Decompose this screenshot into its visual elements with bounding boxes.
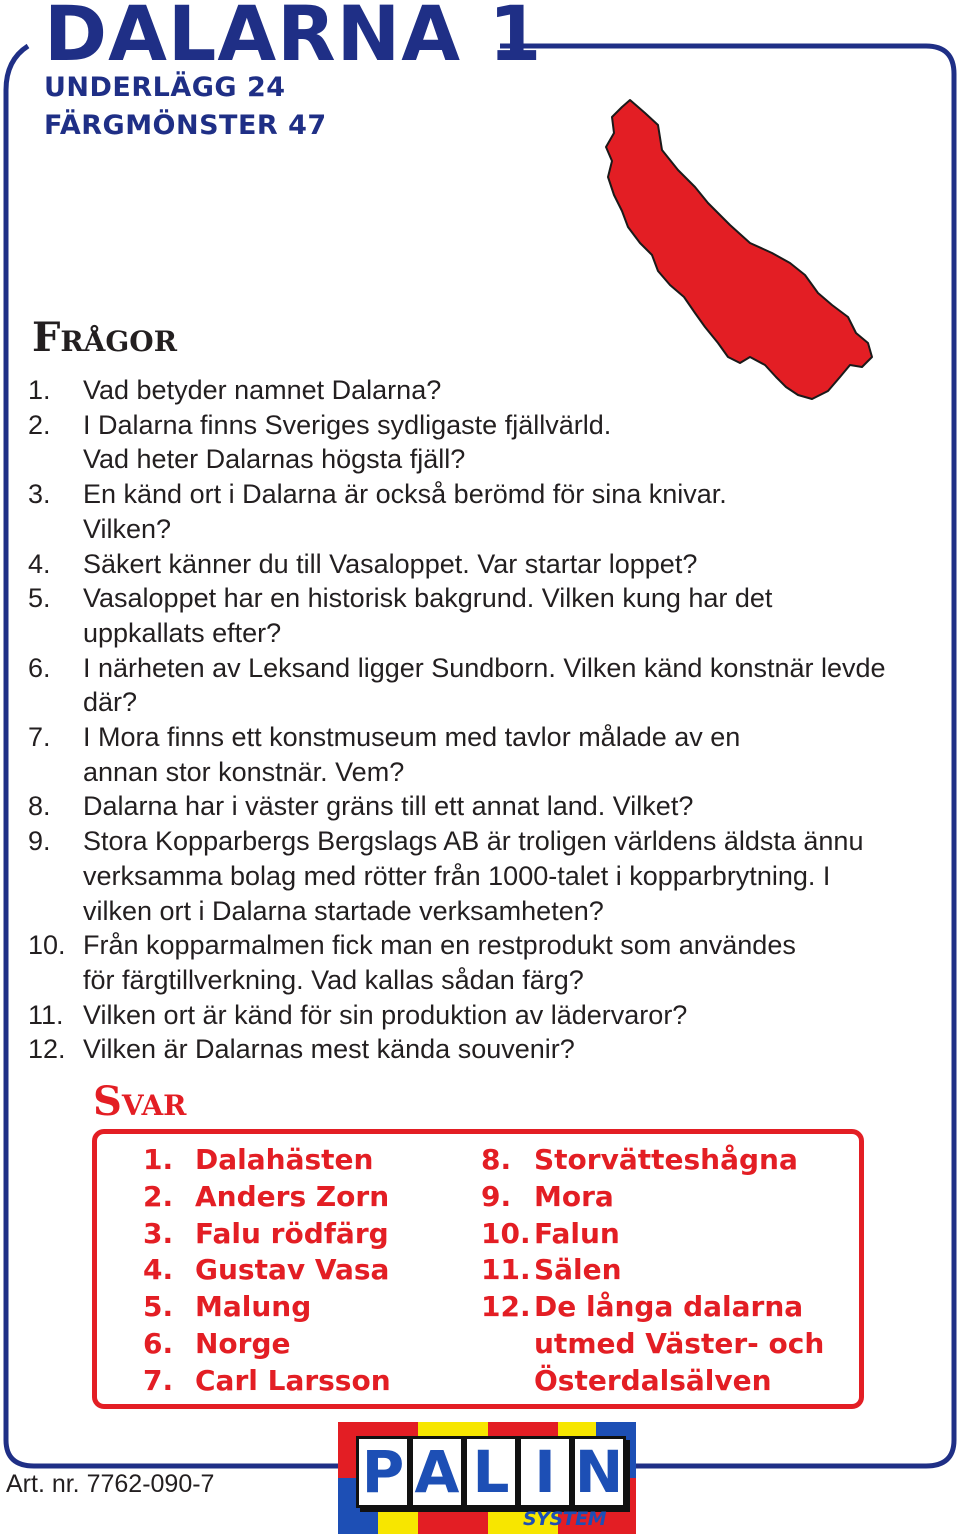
logo-tagline: SYSTEM	[523, 1508, 606, 1530]
question-item-number: 7.	[28, 722, 51, 753]
question-item	[28, 824, 948, 928]
answers-column-2	[481, 1142, 824, 1400]
logo-letter-i: I	[518, 1436, 572, 1508]
page-title: DALARNA 1	[44, 0, 543, 78]
question-item-number: 11.	[28, 999, 64, 1030]
question-item-number: 6.	[28, 652, 51, 683]
dalarna-map-icon	[600, 95, 890, 405]
answer-item-number: 1.	[143, 1143, 174, 1176]
answers-column-1	[143, 1142, 391, 1400]
question-item-text: Vad betyder namnet Dalarna?	[83, 375, 442, 405]
question-item	[28, 651, 948, 720]
question-item-number: 8.	[28, 791, 51, 822]
answer-item-number: 7.	[143, 1363, 174, 1397]
subtitle-fargmonster: FÄRGMÖNSTER 47	[44, 110, 327, 141]
answer-item-number: 8.	[481, 1143, 512, 1176]
question-item-number: 9.	[28, 826, 51, 857]
answer-item	[481, 1252, 824, 1289]
answer-item-text: Carl Larsson	[195, 1363, 391, 1397]
answer-item-text: Gustav Vasa	[195, 1253, 390, 1287]
logo-letter-n: N	[572, 1436, 626, 1508]
answer-item-text: Norge	[195, 1326, 291, 1360]
answer-item-text: Falu rödfärg	[195, 1216, 389, 1250]
answer-item-number: 6.	[143, 1326, 174, 1360]
question-item	[28, 373, 948, 408]
question-item-number: 12.	[28, 1034, 66, 1065]
logo-letter-p: P	[356, 1436, 410, 1508]
answer-item-number: 4.	[143, 1253, 174, 1287]
question-item-number: 2.	[28, 409, 51, 440]
answer-item-text: Mora	[534, 1179, 614, 1213]
answer-item	[143, 1216, 391, 1253]
answer-item	[143, 1326, 391, 1363]
answer-item	[481, 1289, 824, 1399]
question-item-text: I Dalarna finns Sveriges sydligaste fjällvärld. Vad heter Dalarnas högsta fjäll?	[83, 409, 612, 475]
answer-item-text: Dalahästen	[195, 1143, 374, 1176]
answer-item-number: 12.	[481, 1290, 531, 1324]
question-item-number: 10.	[28, 930, 66, 961]
questions-list	[28, 373, 948, 1067]
answer-item	[143, 1289, 391, 1326]
answer-item-text: Storvätteshågna	[534, 1143, 798, 1176]
answer-item	[143, 1142, 391, 1179]
question-item	[28, 547, 948, 582]
question-item-text: Stora Kopparbergs Bergslags AB är troligen världens äldsta ännu verksamma bolag med rötter från 1000-talet i kopparbrytning. I vilken ort i Dalarna startade verksamheten?	[83, 826, 864, 926]
question-item-text: Från kopparmalmen fick man en restprodukt som användes för färgtillverkning. Vad kallas sådan färg?	[83, 930, 796, 995]
answers-heading: Svar	[93, 1078, 187, 1125]
question-item	[28, 928, 948, 997]
answer-item-text: Falun	[534, 1216, 620, 1250]
logo-letter-l: L	[464, 1436, 518, 1508]
question-item	[28, 477, 948, 546]
article-number: Art. nr. 7762-090-7	[6, 1470, 215, 1498]
question-item-text: Vilken ort är känd för sin produktion av lädervaror?	[83, 999, 688, 1030]
question-item	[28, 720, 948, 789]
logo-letter-a: A	[410, 1436, 464, 1508]
answer-item-number: 11.	[481, 1253, 531, 1287]
answer-item-number: 9.	[481, 1179, 512, 1213]
answer-item	[143, 1363, 391, 1400]
question-item-text: I Mora finns ett konstmuseum med tavlor målade av en annan stor konstnär. Vem?	[83, 722, 741, 787]
question-item-text: En känd ort i Dalarna är också berömd för sina knivar. Vilken?	[83, 479, 727, 544]
answer-item-number: 3.	[143, 1216, 174, 1250]
questions-heading: Frågor	[32, 314, 177, 361]
answer-item-number: 2.	[143, 1179, 174, 1213]
question-item	[28, 998, 948, 1033]
answer-item	[143, 1179, 391, 1216]
question-item	[28, 408, 948, 477]
question-item	[28, 789, 948, 824]
answer-item	[481, 1179, 824, 1216]
question-item-text: Vilken är Dalarnas mest kända souvenir?	[83, 1034, 575, 1065]
question-item-number: 1.	[28, 375, 51, 405]
question-item-text: Dalarna har i väster gräns till ett annat land. Vilket?	[83, 791, 694, 822]
subtitle-underlagg: UNDERLÄGG 24	[44, 72, 286, 103]
answer-item-number: 5.	[143, 1290, 174, 1324]
answer-item	[143, 1252, 391, 1289]
answer-item-number: 10.	[481, 1216, 531, 1250]
answer-item	[481, 1216, 824, 1253]
answer-item-text: De långa dalarna utmed Väster- och Österdalsälven	[534, 1290, 825, 1397]
question-item-number: 4.	[28, 548, 51, 579]
palin-system-logo	[338, 1422, 636, 1534]
question-item-text: I närheten av Leksand ligger Sundborn. Vilken känd konstnär levde där?	[83, 652, 886, 718]
question-item-number: 5.	[28, 583, 51, 614]
answer-item-text: Anders Zorn	[195, 1179, 390, 1213]
question-item-text: Säkert känner du till Vasaloppet. Var startar loppet?	[83, 548, 698, 579]
question-item-number: 3.	[28, 479, 51, 510]
question-item	[28, 1032, 948, 1067]
question-item	[28, 581, 948, 650]
answer-item-text: Sälen	[534, 1253, 622, 1287]
answer-item-text: Malung	[195, 1290, 312, 1324]
answer-item	[481, 1142, 824, 1179]
question-item-text: Vasaloppet har en historisk bakgrund. Vilken kung har det uppkallats efter?	[83, 583, 773, 648]
